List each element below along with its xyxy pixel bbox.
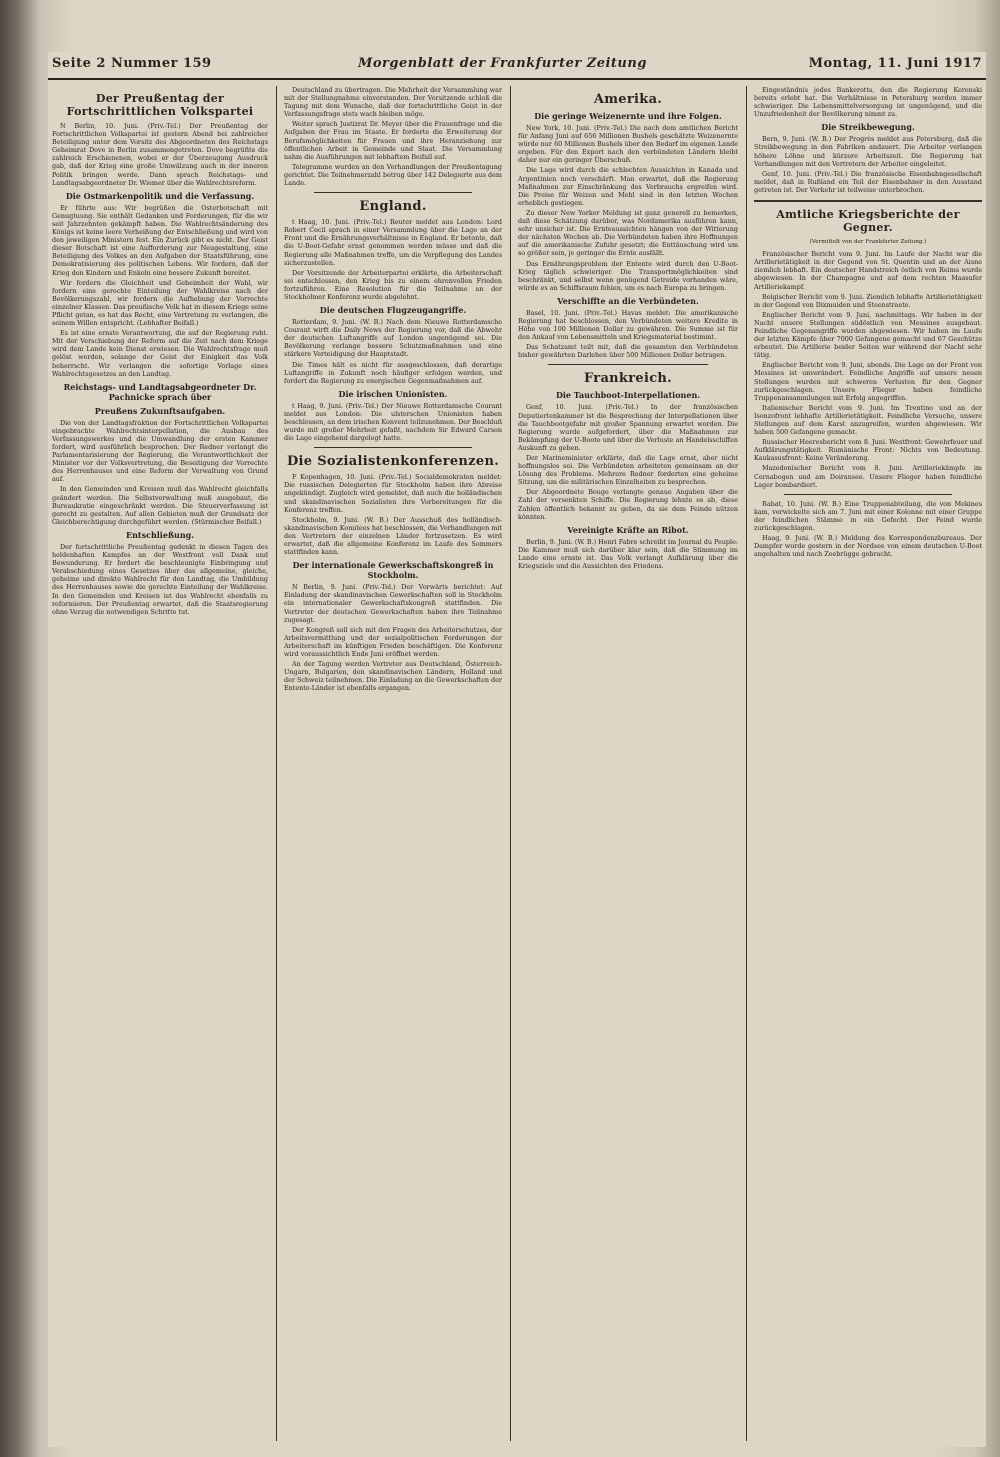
column-rule xyxy=(510,86,511,1441)
article-subhead: Die Ostmarkenpolitik und die Verfassung. xyxy=(65,190,255,201)
section-title-war-reports: Amtliche Kriegsberichte der Gegner. xyxy=(776,208,960,235)
article-paragraph: Rotterdam, 9. Juni. (W. B.) Nach dem Nieuwe Rotterdamsche Courant wirft die Daily News der Regierung vor, daß die Abwehr der deutschen Luftangriffe auf London ungenügend sei. Die Bevölkerung verlange bessere Schutzmaßnahmen und eine stärkere Verteidigung der Hauptstadt. xyxy=(284,318,502,359)
article-paragraph: Genf, 10. Juni. (Priv.-Tel.) Die französische Eisenbahngesellschaft meldet, daß in Rußland ein Teil der Eisenbahner in den Ausstand getreten ist. Der Verkehr ist teilweise unterbrochen. xyxy=(754,169,982,194)
article-paragraph: Der fortschrittliche Preußentag gedenkt in diesen Tagen des heldenhaften Kampfes an der Westfront voll Dank und Bewunderung. Er fordert die beschleunigte Einbringung und Verabschiedung eines Gesetzes über das allgemeine, gleiche, geheime und direkte Wahlrecht für den Landtag, die Umbildung des Herrenhauses sowie die gerechte Einteilung der Wahlkreise. In den Gemeinden und Kreisen ist das Wahlrecht ebenfalls zu reformieren. Der Preußentag erwartet, daß die Staatsregierung ohne Verzug die notwendigen Schritte tut. xyxy=(52,542,268,616)
column-2 xyxy=(284,86,502,1441)
article-title: Der Preußentag der Fortschrittlichen Volkspartei xyxy=(66,92,254,118)
section-divider xyxy=(314,447,472,448)
article-paragraph: N Berlin, 10. Juni. (Priv.-Tel.) Der Preußentag der Fortschrittlichen Volkspartei ist gestern Abend bei zahlreicher Beteiligung unter dem Vorsitz des Abgeordneten des Reichstags Geheimrat Dove in Berlin zusammengetreten. Dove begrüßte die zahlreich Erschienenen, wobei er der Überzeugung Ausdruck gab, daß der Krieg eine große Umwälzung auch in der inneren Politik bringen werde. Dann sprach Reichstags- und Landtagsabgeordneter Dr. Wiemer über die Wahlrechtsreform. xyxy=(52,122,268,187)
article-paragraph: Mazedonischer Bericht vom 8. Juni. Artilleriekämpfe im Cernabogen und am Doiransee. Unsere Flieger haben feindliche Lager bombardiert. xyxy=(754,464,982,489)
article-paragraph: Die Times hält es nicht für ausgeschlossen, daß derartige Luftangriffe in Zukunft noch häufiger erfolgen werden, und fordert die Regierung zu energischen Gegenmaßnahmen auf. xyxy=(284,360,502,385)
article-paragraph: Stockholm, 9. Juni. (W. B.) Der Ausschuß des holländisch-skandinavischen Komitees hat beschlossen, die Verhandlungen mit den Vertretern der einzelnen Länder fortzusetzen. Es wird erwartet, daß die allgemeine Konferenz im Laufe des Sommers stattfinden kann. xyxy=(284,515,502,557)
article-subhead: Die Streikbewegung. xyxy=(821,122,915,133)
page-number: Seite 2 Nummer 159 xyxy=(52,56,212,71)
article-subhead: Die deutschen Flugzeugangriffe. xyxy=(319,305,467,316)
column-1 xyxy=(52,86,268,1441)
article-paragraph: Das Schatzamt teilt mit, daß die gesamten den Verbündeten bisher gewährten Darlehen über 500 Millionen Dollar betragen. xyxy=(518,343,738,360)
article-paragraph: Haag, 9. Juni. (W. B.) Meldung des Korrespondenzbureaus. Der Dampfer wurde gestern in der Nordsee von einem deutschen U-Boot angehalten und nach Zeebrügge gebracht. xyxy=(754,534,982,559)
article-subhead: Entschließung. xyxy=(125,529,195,540)
article-paragraph: An der Tagung werden Vertreter aus Deutschland, Österreich-Ungarn, Bulgarien, den skandinavischen Ländern, Holland und der Schweiz teilnehmen. Die Einladung an die Gewerkschaften der Entente-Länder ist ebenfalls ergangen. xyxy=(284,660,502,693)
article-paragraph: Der Abgeordnete Bouge verlangte genaue Angaben über die Zahl der versenkten Schiffe. Die Regierung lehnte es ab, diese Zahlen öffentlich bekannt zu geben, da sie dem Feinde nützen könnten. xyxy=(518,488,738,521)
issue-date: Montag, 11. Juni 1917 xyxy=(808,56,982,71)
newspaper-page xyxy=(48,52,986,1447)
article-paragraph: Es ist eine ernste Verantwortung, die auf der Regierung ruht. Mit der Verschiebung der Reform auf die Zeit nach dem Kriege wird dem Lande kein Dienst erwiesen. Die Wahlrechtsfrage muß gelöst werden, solange der Geist der Einigkeit das Volk beherrscht. Wir verlangen die sofortige Vorlage eines Wahlrechtsgesetzes an den Landtag. xyxy=(52,329,268,378)
section-divider xyxy=(754,200,982,202)
article-paragraph: N Berlin, 9. Juni. (Priv.-Tel.) Der Vorwärts berichtet: Auf Einladung der skandinavischen Gewerkschaften soll in Stockholm ein internationaler Gewerkschaftskongreß stattfinden. Die Vertreter der deutschen Gewerkschaften haben ihre Teilnahme zugesagt. xyxy=(284,583,502,624)
article-paragraph: Weiter sprach Justizrat Dr. Meyer über die Frauenfrage und die Aufgaben der Frau im Staate. Er forderte die Erweiterung der Berufsmöglichkeiten für Frauen und ihre Heranziehung zur öffentlichen Arbeit in Gemeinde und Staat. Die Versammlung nahm die Ausführungen mit lebhaftem Beifall auf. xyxy=(284,120,502,161)
article-paragraph: Basel, 10. Juni. (Priv.-Tel.) Havas meldet: Die amerikanische Regierung hat beschlossen, den Verbündeten weitere Kredite in Höhe von 100 Millionen Dollar zu gewähren. Die Summe ist für den Ankauf von Lebensmitteln und Kriegsmaterial bestimmt. xyxy=(518,308,738,342)
section-divider xyxy=(314,192,472,193)
article-paragraph: New York, 10. Juni. (Priv.-Tel.) Die nach dem amtlichen Bericht für Anfang Juni auf 656 Millionen Bushels geschätzte Weizenernte würde nur 60 Millionen Bushels über den Bedarf im eigenen Lande ergeben. Für den Export nach den verbündeten Ländern bleibt daher nur ein geringer Überschuß. xyxy=(518,124,738,165)
column-4 xyxy=(754,86,982,1441)
article-paragraph: Englischer Bericht vom 9. Juni, nachmittags. Wir haben in der Nacht unsere Stellungen südöstlich von Messines ausgebaut. Feindliche Gegenangriffe wurden abgewiesen. Wir haben im Laufe der letzten Kämpfe über 7000 Gefangene gemacht und 67 Geschütze erbeutet. Die Artillerie beider Seiten war während der Nacht sehr tätig. xyxy=(754,310,982,360)
section-divider xyxy=(548,364,708,365)
article-paragraph: Russischer Heeresbericht vom 8. Juni. Westfront: Gewehrfeuer und Aufklärungstätigkeit. Rumänische Front: Nichts von Bedeutung. Kaukasusfront: Keine Veränderung. xyxy=(754,438,982,463)
newspaper-name: Morgenblatt der Frankfurter Zeitung xyxy=(358,56,647,71)
article-subhead: Preußens Zukunftsaufgaben. xyxy=(94,405,226,416)
page-header xyxy=(48,52,986,80)
article-paragraph: In den Gemeinden und Kreisen muß das Wahlrecht gleichfalls geändert werden. Die Selbstverwaltung muß ausgebaut, die Bureaukratie eingeschränkt werden. Die Steuerverfassung ist gerecht zu gestalten. Auf allen Gebieten muß der Grundsatz der Gleichberechtigung durchgeführt werden. (Stürmischer Beifall.) xyxy=(52,485,268,526)
article-paragraph: Belgischer Bericht vom 9. Juni. Ziemlich lebhafte Artillerietätigkeit in der Gegend von Dixmuiden und Steenstraete. xyxy=(754,292,982,309)
section-title-america: Amerika. xyxy=(593,92,663,107)
section-divider xyxy=(784,494,952,495)
article-subhead: Die Tauchboot-Interpellationen. xyxy=(555,390,701,401)
article-paragraph: Telegramme wurden an den Verhandlungen der Preußentagung gerichtet. Die Teilnehmerzahl betrug über 142 Delegierte aus dem Lande. xyxy=(284,162,502,188)
article-paragraph: Berlin, 9. Juni. (W. B.) Henri Fabre schreibt im Journal du Peuple: Die Kammer muß sich darüber klar sein, daß die Stimmung im Lande eine ernste ist. Das Volk verlangt Aufklärung über die Kriegsziele und die Aussichten des Friedens. xyxy=(518,537,738,571)
section-title-england: England. xyxy=(359,199,427,215)
column-rule xyxy=(276,86,277,1441)
column-3 xyxy=(518,86,738,1441)
article-paragraph: Bern, 9. Juni. (W. B.) Der Progrès meldet aus Petersburg, daß die Streikbewegung in den Fabriken andauert. Die Arbeiter verlangen höhere Löhne und kürzere Arbeitszeit. Die Regierung hat Verhandlungen mit den Vertretern der Arbeiter eingeleitet. xyxy=(754,135,982,168)
article-paragraph: Die von der Landtagsfraktion der Fortschrittlichen Volkspartei eingebrachte Wahlrechtsinterpellation, die Ausbau des Verfassungswerkes und die Umwandlung der ersten Kammer fordert, wird ausführlich besprochen. Der Redner verlangt die Parlamentarisierung der Regierung, die Verantwortlichkeit der Minister vor der Volksvertretung, die Beseitigung der Vorrechte des Herrenhauses und eine Reform der Verwaltung von Grund auf. xyxy=(52,418,268,484)
section-title-socialist-conferences: Die Sozialistenkonferenzen. xyxy=(286,454,500,470)
article-paragraph: Der Kongreß soll sich mit den Fragen des Arbeiterschutzes, der Arbeitsvermittlung und der sozialpolitischen Forderungen der Arbeiterschaft im künftigen Frieden beschäftigen. Die Konferenz wird voraussichtlich Ende Juni eröffnet werden. xyxy=(284,625,502,658)
article-paragraph: Das Ernährungsproblem der Entente wird durch den U-Boot-Krieg täglich schwieriger. Die Transportmöglichkeiten sind beschränkt, und selbst wenn genügend Getreide vorhanden wäre, würde es an Schiffsraum fehlen, um es nach Europa zu bringen. xyxy=(518,259,738,292)
article-paragraph: Der Marineminister erklärte, daß die Lage ernst, aber nicht hoffnungslos sei. Die Verbündeten arbeiteten gemeinsam an der Lösung des Problems. Mehrere Redner forderten eine geheime Sitzung, um die militärischen Einzelheiten zu besprechen. xyxy=(518,454,738,487)
article-paragraph: Der Vorsitzende der Arbeiterpartei erklärte, die Arbeiterschaft sei entschlossen, den Krieg bis zu einem ehrenvollen Frieden fortzuführen. Eine Resolution für die Teilnahme an der Stockholmer Konferenz wurde abgelehnt. xyxy=(284,268,502,301)
article-paragraph: F Kopenhagen, 10. Juni. (Priv.-Tel.) Socialdemokraten meldet: Die russischen Delegierten für Stockholm haben ihre Abreise angekündigt. Zugleich wird gemeldet, daß auch die holländischen und skandinavischen Sozialisten ihre Vorbereitungen für die Konferenz treffen. xyxy=(284,473,502,514)
article-paragraph: Genf, 10. Juni. (Priv.-Tel.) In der französischen Deputiertenkammer ist die Besprechung der Interpellationen über die Tauchbootgefahr mit großer Spannung erwartet worden. Die Regierung wurde aufgefordert, über die Maßnahmen zur Bekämpfung der U-Boote und über die Verluste an Handelsschiffen Auskunft zu geben. xyxy=(518,403,738,452)
article-paragraph: Er führte aus: Wir begrüßen die Osterbotschaft mit Genugtuung. Sie enthält Gedanken und Forderungen, für die wir seit Jahrzehnten gekämpft haben. Die Wahlrechtsänderung des Königs ist keine leere Verheißung der Entschließung und wird von den jeweiligen Ministern fest. Ein Zurück gibt es nicht. Der Geist dieser Botschaft ist eine Aufforderung zur Neugestaltung, eine Beteiligung des Volkes an den Aufgaben der Staatsführung, eine Demokratisierung des politischen Lebens. Wir fordern, daß der Krieg den Kindern und Enkeln eine bessere Zukunft bereitet. xyxy=(52,203,268,277)
article-subhead: Die geringe Weizenernte und ihre Folgen. xyxy=(534,111,722,121)
section-title-france: Frankreich. xyxy=(584,371,672,387)
article-paragraph: Eingeständnis jedes Bankerotts, den die Regierung Kerenski bereits erlebt hat. Die Verhältnisse in Petersburg werden immer schwieriger. Die Lebensmittelversorgung ist ungenügend, und die Unzufriedenheit der Bevölkerung nimmt zu. xyxy=(754,86,982,119)
article-paragraph: Italienischer Bericht vom 9. Juni. Im Trentino und an der Isonzofront lebhafte Artillerietätigkeit. Feindliche Versuche, unsere Stellungen auf dem Karst anzugreifen, wurden abgewiesen. Wir haben 500 Gefangene gemacht. xyxy=(754,403,982,437)
article-paragraph: Französischer Bericht vom 9. Juni. Im Laufe der Nacht war die Artillerietätigkeit in der Gegend von St. Quentin und an der Aisne ziemlich lebhaft. Ein deutscher Handstreich östlich von Reims wurde abgewiesen. In der Champagne und auf dem rechten Maasufer Artilleriekampf. xyxy=(754,250,982,291)
article-paragraph: Zu dieser New Yorker Meldung ist ganz generell zu bemerken, daß diese Schätzung darüber, was Nordamerika ausführen kann, sehr unsicher ist. Die Ernteaussichten hängen von der Witterung der nächsten Wochen ab. Die Verbündeten haben ihre Hoffnungen auf die amerikanische Zufuhr gesetzt; die Enttäuschung wird um so größer sein, je geringer die Ernte ausfällt. xyxy=(518,208,738,258)
section-note: (Vermittelt von der Frankfurter Zeitung.) xyxy=(809,239,927,246)
article-subhead: Vereinigte Kräfte an Ribot. xyxy=(567,524,689,535)
article-subhead: Verschiffte an die Verbündeten. xyxy=(557,295,699,306)
column-rule xyxy=(746,86,747,1441)
article-subhead: Reichstags- und Landtagsabgeordneter Dr. Pachnicke sprach über xyxy=(63,381,257,402)
article-paragraph: t Haag, 9. Juni. (Priv.-Tel.) Der Nieuwe Rotterdamsche Courant meldet aus London: Die ulsterschen Unionisten haben beschlossen, an dem irischen Konvent teilzunehmen. Der Beschluß wurde mit großer Mehrheit gefaßt, nachdem Sir Edward Carson die Lage eingehend dargelegt hatte. xyxy=(284,401,502,443)
article-paragraph: Deutschland zu übertragen. Die Mehrheit der Versammlung war mit der Stellungnahme einverstanden. Der Vorsitzende schloß die Tagung mit dem Wunsche, daß der fortschrittliche Geist in der Verfassungsfrage stets wach bleiben möge. xyxy=(284,86,502,119)
article-paragraph: t Haag, 10. Juni. (Priv.-Tel.) Reuter meldet aus London: Lord Robert Cecil sprach in einer Versammlung über die Lage an der Front und die Ernährungsverhältnisse in England. Er betonte, daß die U-Boot-Gefahr ernst genommen werden müsse und daß die Regierung alle Maßnahmen treffe, um die Verpflegung des Landes sicherzustellen. xyxy=(284,218,502,267)
article-paragraph: Rabat, 10. Juni. (W. B.) Eine Truppenabteilung, die von Mekines kam, verwickelte sich am 7. Juni mit einer Kolonne mit einer Gruppe der feindlichen Stämme in ein Gefecht. Der Feind wurde zurückgeschlagen. xyxy=(754,499,982,533)
article-subhead: Die irischen Unionisten. xyxy=(338,388,448,399)
article-subhead: Der internationale Gewerkschaftskongreß in Stockholm. xyxy=(292,560,494,581)
article-paragraph: Wir fordern die Gleichheit und Geheimheit der Wahl, wir fordern eine gerechte Einteilung der Wahlkreise nach der Bevölkerungszahl, wir fordern die Aufhebung der Vorrechte einzelner Klassen. Das preußische Volk hat in diesem Kriege seine Pflicht getan, es hat das Recht, eine Vertretung zu verlangen, die seinem Willen entspricht. (Lebhafter Beifall.) xyxy=(52,278,268,328)
article-paragraph: Englischer Bericht vom 9. Juni, abends. Die Lage an der Front von Messines ist unverändert. Feindliche Angriffe auf unsere neuen Stellungen wurden mit schweren Verlusten für den Gegner zurückgeschlagen. Unsere Flieger haben feindliche Truppenansammlungen mit Erfolg angegriffen. xyxy=(754,361,982,402)
article-paragraph: Die Lage wird durch die schlechten Aussichten in Kanada und Argentinien noch verschärft. Man erwartet, daß die Regierung Maßnahmen zur Einschränkung des Verbrauchs ergreifen wird. Die Preise für Weizen und Mehl sind in den letzten Wochen erheblich gestiegen. xyxy=(518,166,738,207)
